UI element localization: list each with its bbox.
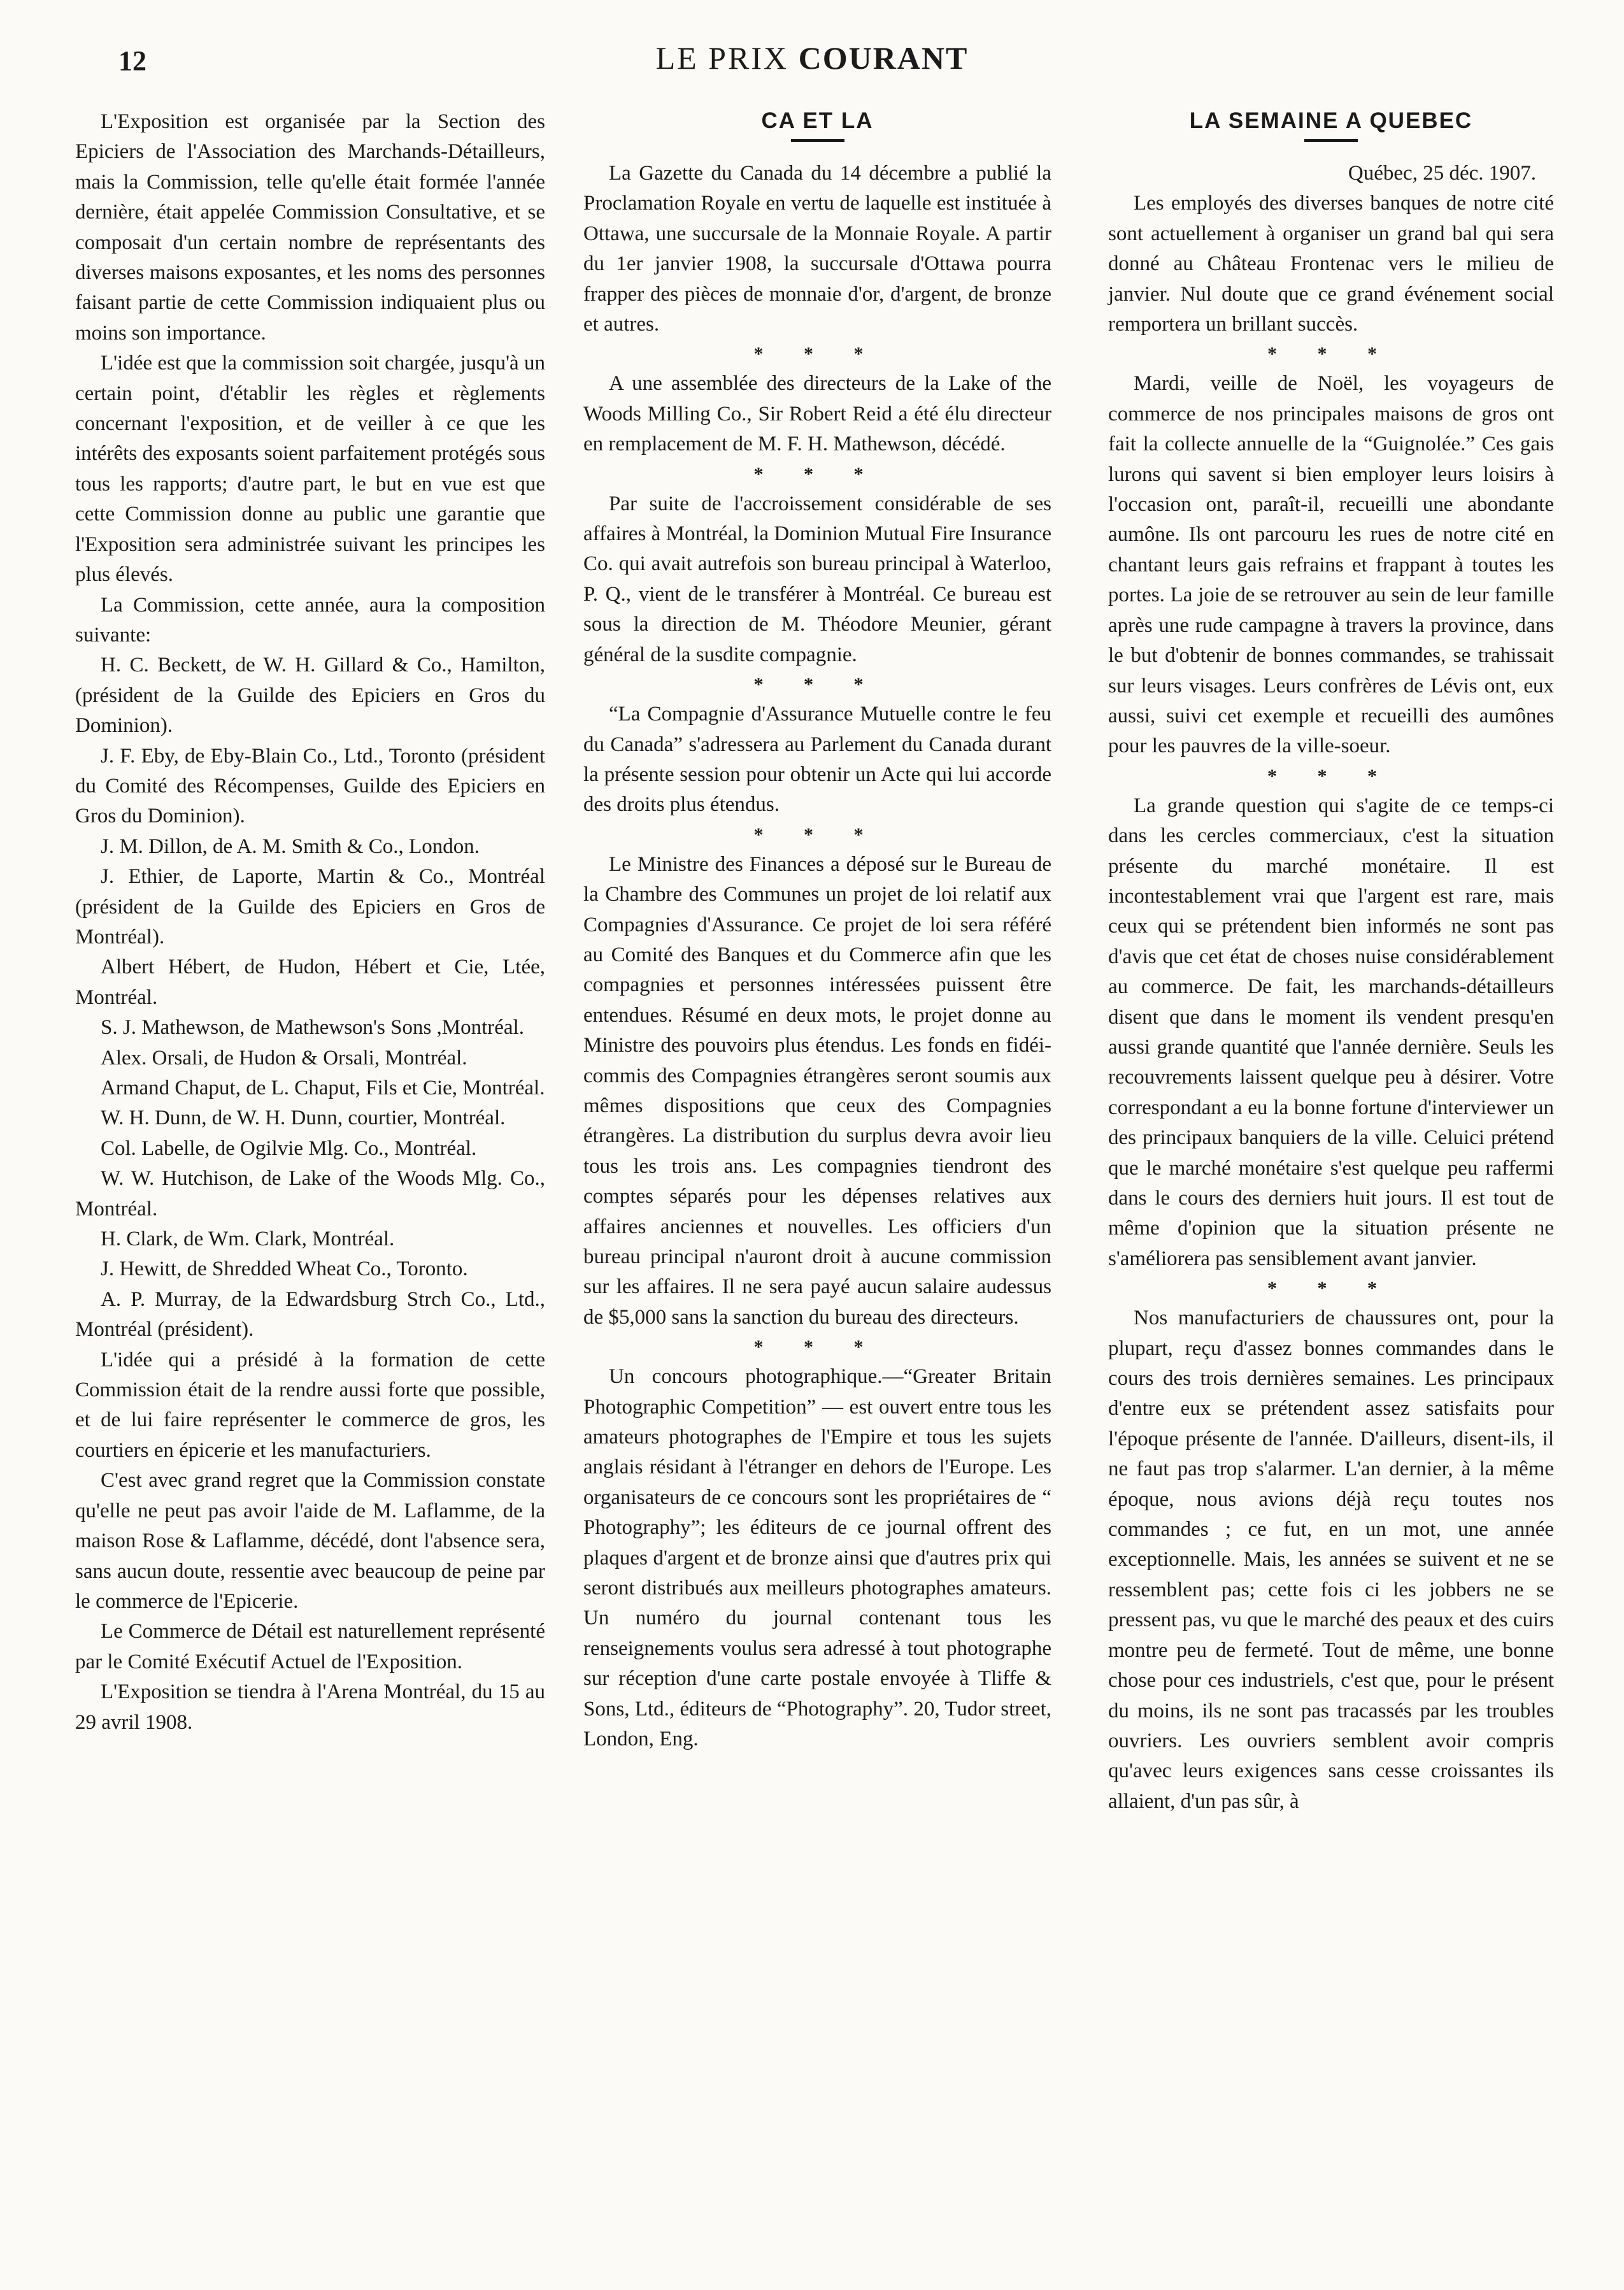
column-exposition	[75, 107, 545, 1738]
paragraph: L'Exposition se tiendra à l'Arena Montréal, du 15 au 29 avril 1908.	[75, 1680, 545, 1734]
news-item: Mardi, veille de Noël, les voyageurs de commerce de nos principales maisons de gros ont fait la collecte annuelle de la “Guignolée.” Ces gais lurons qui savent si bien employer leurs loisirs à l'occasion ont, paraît-il, recueilli une abondante aumône. Ils ont parcouru les rues de notre cité en chantant leurs gais refrains et frappant à toutes les portes. La joie de se retrouver au sein de leur famille après une rude campagne à travers la province, dans le but d'obtenir de bonnes commandes, se trahissait sur leurs visages. Leurs confrères de Lévis ont, eux aussi, suivi cet exemple et recueilli des aumônes pour les pauvres de la ville-soeur.	[1108, 372, 1554, 758]
section-heading: LA SEMAINE A QUEBEC	[1189, 108, 1473, 133]
paragraph: C'est avec grand regret que la Commission constate qu'elle ne peut pas avoir l'aide de M. Laflamme, de la maison Rose & Laflamme, décédé, dont l'absence sera, sans aucun doute, ressentie avec beaucoup de peine par le commerce de l'Epicerie.	[75, 1469, 545, 1613]
section-heading: CA ET LA	[761, 108, 874, 133]
news-item: La grande question qui s'agite de ce temps-ci dans les cercles commerciaux, c'est la situation présente du marché monétaire. Il est incontestablement vrai que l'argent est rare, mais ceux qui se prétendent bien informés ne sont pas d'avis que cet état de choses nuise considérablement au commerce. De fait, les marchands-détailleurs disent que dans le moment ils vendent presqu'en aussi grande quantité que l'année dernière. Seuls les recouvrements laissent quelque peu à désirer. Votre correspondant a eu la bonne fortune d'interviewer un des principaux banquiers de la ville. Celuici prétend que le marché monétaire s'est quelque peu raffermi dans le cours des derniers huit jours. Il est tout de même d'opinion que la situation présente ne s'améliorera pas sensiblement avant janvier.	[1108, 794, 1554, 1270]
paragraph: L'Exposition est organisée par la Section des Epiciers de l'Association des Marchands-Détailleurs, mais la Commission, telle qu'elle était formée l'année dernière, était appelée Commission Consultative, et se composait d'un certain nombre de représentants des diverses maisons exposantes, et les noms des personnes faisant partie de cette Commission indiquaient plus ou moins son importance.	[75, 110, 545, 345]
separator: * * *	[753, 674, 881, 696]
separator: * * *	[1267, 765, 1395, 787]
paragraph: W. H. Dunn, de W. H. Dunn, courtier, Montréal.	[101, 1106, 506, 1130]
paragraph: J. Ethier, de Laporte, Martin & Co., Montréal (président de la Guilde des Epiciers en Gros de Montréal).	[75, 865, 545, 948]
news-item: La Gazette du Canada du 14 décembre a publié la Proclamation Royale en vertu de laquelle est instituée à Ottawa, une succursale de la Monnaie Royale. A partir du 1er janvier 1908, la succursale d'Ottawa pourra frapper des pièces de monnaie d'or, d'argent, de bronze et autres.	[583, 162, 1051, 336]
column-semaine-quebec	[1108, 107, 1554, 1817]
news-item: Les employés des diverses banques de notre cité sont actuellement à organiser un grand bal qui sera donné au Château Frontenac vers le milieu de janvier. Nul doute que ce grand événement social remportera un brillant succès.	[1108, 192, 1554, 336]
running-title	[0, 39, 1624, 76]
paragraph: Armand Chaput, de L. Chaput, Fils et Cie, Montréal.	[101, 1077, 545, 1099]
news-item: Par suite de l'accroissement considérable de ses affaires à Montréal, la Dominion Mutual Fire Insurance Co. qui avait autrefois son bureau principal à Waterloo, P. Q., vient de le transférer à Montréal. Ce bureau est sous la direction de M. Théodore Meunier, gérant général de la susdite compagnie.	[583, 492, 1051, 666]
paragraph: La Commission, cette année, aura la composition suivante:	[75, 593, 545, 647]
separator: * * *	[1267, 343, 1395, 365]
title-right: COURANT	[798, 40, 969, 76]
paragraph: L'idée qui a présidé à la formation de cette Commission était de la rendre aussi forte que possible, et de lui faire représenter le commerce de gros, les courtiers en épicerie et les manufacturiers.	[75, 1348, 545, 1462]
page-number: 12	[118, 45, 146, 76]
separator: * * *	[753, 343, 881, 365]
news-item: A une assemblée des directeurs de la Lake of the Woods Milling Co., Sir Robert Reid a été élu directeur en remplacement de M. F. H. Mathewson, décédé.	[583, 372, 1051, 456]
paragraph: H. C. Beckett, de W. H. Gillard & Co., Hamilton, (président de la Guilde des Epiciers en Gros du Dominion).	[75, 654, 545, 738]
paragraph: Albert Hébert, de Hudon, Hébert et Cie, Ltée, Montréal.	[75, 955, 545, 1009]
paragraph: Alex. Orsali, de Hudon & Orsali, Montréal.	[101, 1046, 467, 1070]
paragraph: L'idée est que la commission soit chargée, jusqu'à un certain point, d'établir les règles et règlements concernant l'exposition, et de veiller à ce que les intérêts des exposants soient parfaitement protégés sous tous les rapports; d'autre part, le but en vue est que cette Commission donne au public une garantie que l'Exposition sera administrée suivant les principes les plus élevés.	[75, 352, 545, 587]
paragraph: W. W. Hutchison, de Lake of the Woods Mlg. Co., Montréal.	[75, 1167, 545, 1220]
news-item: “La Compagnie d'Assurance Mutuelle contre le feu du Canada” s'adressera au Parlement du Canada durant la présente session pour obtenir un Acte qui lui accorde des droits plus étendus.	[583, 703, 1051, 817]
paragraph: J. M. Dillon, de A. M. Smith & Co., London.	[101, 834, 480, 858]
separator: * * *	[1267, 1278, 1395, 1299]
heading-rule	[791, 139, 844, 142]
separator: * * *	[753, 463, 881, 485]
column-ca-et-la	[583, 107, 1051, 1755]
paragraph: S. J. Mathewson, de Mathewson's Sons ,Montréal.	[101, 1016, 524, 1040]
paragraph: A. P. Murray, de la Edwardsburg Strch Co., Ltd., Montréal (président).	[75, 1287, 545, 1342]
paragraph: H. Clark, de Wm. Clark, Montréal.	[101, 1227, 395, 1251]
separator: * * *	[753, 1336, 881, 1358]
news-item: Le Ministre des Finances a déposé sur le Bureau de la Chambre des Communes un projet de loi relatif aux Compagnies d'Assurance. Ce projet de loi sera référé au Comité des Banques et du Commerce afin que les compagnies et personnes intéressées puissent être entendues. Résumé en deux mots, le projet donne au Ministre des pouvoirs plus étendus. Les fonds en fidéi-commis des Compagnies étrangères seront soumis aux mêmes dispositions que ceux des Compagnies étrangères. La distribution du surplus devra avoir lieu tous les trois ans. Les compagnies tiendront des comptes séparés pour les dépenses relatives aux affaires anciennes et nouvelles. Les officiers d'un bureau principal n'auront droit à aucune commission sur les affaires. Il ne sera payé aucun salaire audessus de $5,000 sans la sanction du bureau des directeurs.	[583, 852, 1051, 1329]
dateline: Québec, 25 déc. 1907.	[1348, 162, 1536, 185]
paragraph: J. Hewitt, de Shredded Wheat Co., Toronto.	[101, 1257, 468, 1281]
separator: * * *	[753, 824, 881, 845]
paragraph: Col. Labelle, de Ogilvie Mlg. Co., Montréal.	[101, 1136, 477, 1160]
heading-rule	[1304, 139, 1358, 142]
paragraph: J. F. Eby, de Eby-Blain Co., Ltd., Toronto (président du Comité des Récompenses, Guilde des Epiciers en Gros du Dominion).	[75, 744, 545, 828]
news-item: Nos manufacturiers de chaussures ont, pour la plupart, reçu d'assez bonnes commandes dans le cours des trois dernières semaines. Les principaux d'entre eux se prétendent assez satisfaits pour l'époque présente de l'année. D'ailleurs, disent-ils, il ne faut pas trop s'alarmer. L'an dernier, à la même époque, nous avions déjà reçu toutes nos commandes ; ce fut, en un mot, une année exceptionnelle. Mais, les années se suivent et ne se ressemblent pas; cette fois ci les jobbers ne se pressent pas, vu que le marché des peaux et des cuirs montre peu de fermeté. Tout de même, une bonne chose pour ces industriels, c'est que, pour le présent du moins, ils ne sont pas tracassés par les troubles ouvriers. Les ouvriers semblent avoir compris qu'avec leurs exigences sans cesse croissantes ils allaient, d'un pas sûr, à	[1108, 1306, 1554, 1813]
news-item: Un concours photographique.—“Greater Britain Photographic Competition” — est ouvert entre tous les amateurs photographes de l'Empire et tous les sujets anglais résidant à l'étranger en dehors de l'Europe. Les organisateurs de ce concours sont les propriétaires de “ Photography”; les éditeurs de ce journal offrent des plaques d'argent et de bronze ainsi que d'autres prix qui seront distribués aux meilleurs photographes amateurs. Un numéro du journal contenant tous les renseignements voulus sera adressé à tout photographe sur réception d'une carte postale envoyée à Tliffe & Sons, Ltd., éditeurs de “Photography”. 20, Tudor street, London, Eng.	[583, 1365, 1051, 1751]
paragraph: Le Commerce de Détail est naturellement représenté par le Comité Exécutif Actuel de l'Exposition.	[75, 1620, 545, 1673]
title-left: LE PRIX	[655, 40, 789, 76]
